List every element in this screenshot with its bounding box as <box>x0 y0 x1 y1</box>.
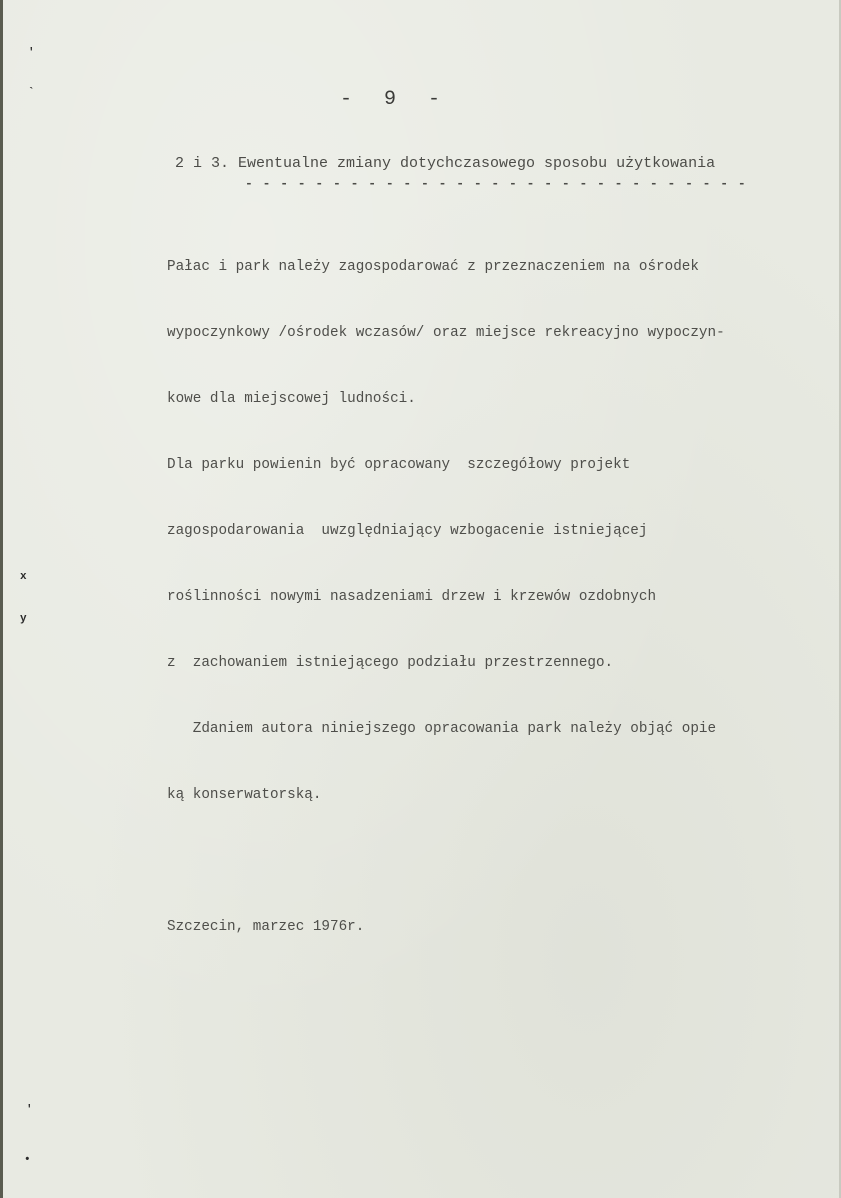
margin-mark: y <box>20 613 27 625</box>
margin-mark: ' <box>28 47 35 59</box>
text-line: Zdaniem autora niniejszego opracowania park należy objąć opie <box>167 721 717 737</box>
page-number: - 9 - <box>339 88 450 111</box>
paragraph-gap <box>167 850 841 872</box>
signature-line: Szczecin, marzec 1976r. <box>167 919 365 935</box>
text-line: wypoczynkowy /ośrodek wczasów/ oraz miejsce rekreacyjno wypoczyn- <box>167 325 725 341</box>
text-line: zagospodarowania uwzględniający wzbogacenie istniejącej <box>167 523 648 539</box>
margin-mark: ` <box>28 87 35 99</box>
text-line: Dla parku powienin być opracowany szczegółowy projekt <box>167 457 631 473</box>
margin-mark: • <box>24 1154 31 1166</box>
text-line: kowe dla miejscowej ludności. <box>167 391 416 407</box>
margin-mark: ' <box>26 1104 33 1116</box>
text-line: Pałac i park należy zagospodarować z przeznaczeniem na ośrodek <box>167 259 699 275</box>
section-heading: 2 i 3. Ewentualne zmiany dotychczasowego sposobu użytkowania <box>175 155 716 172</box>
text-line: roślinności nowymi nasadzeniami drzew i krzewów ozdobnych <box>167 589 657 605</box>
margin-mark: x <box>20 571 27 583</box>
text-line: ką konserwatorską. <box>167 787 322 803</box>
text-line: z zachowaniem istniejącego podziału przestrzennego. <box>167 655 614 671</box>
page-left-edge <box>0 0 3 1198</box>
body-text <box>167 212 841 982</box>
heading-underline: - - - - - - - - - - - - - - - - - - - - - - - - - - - - - <box>245 176 747 191</box>
